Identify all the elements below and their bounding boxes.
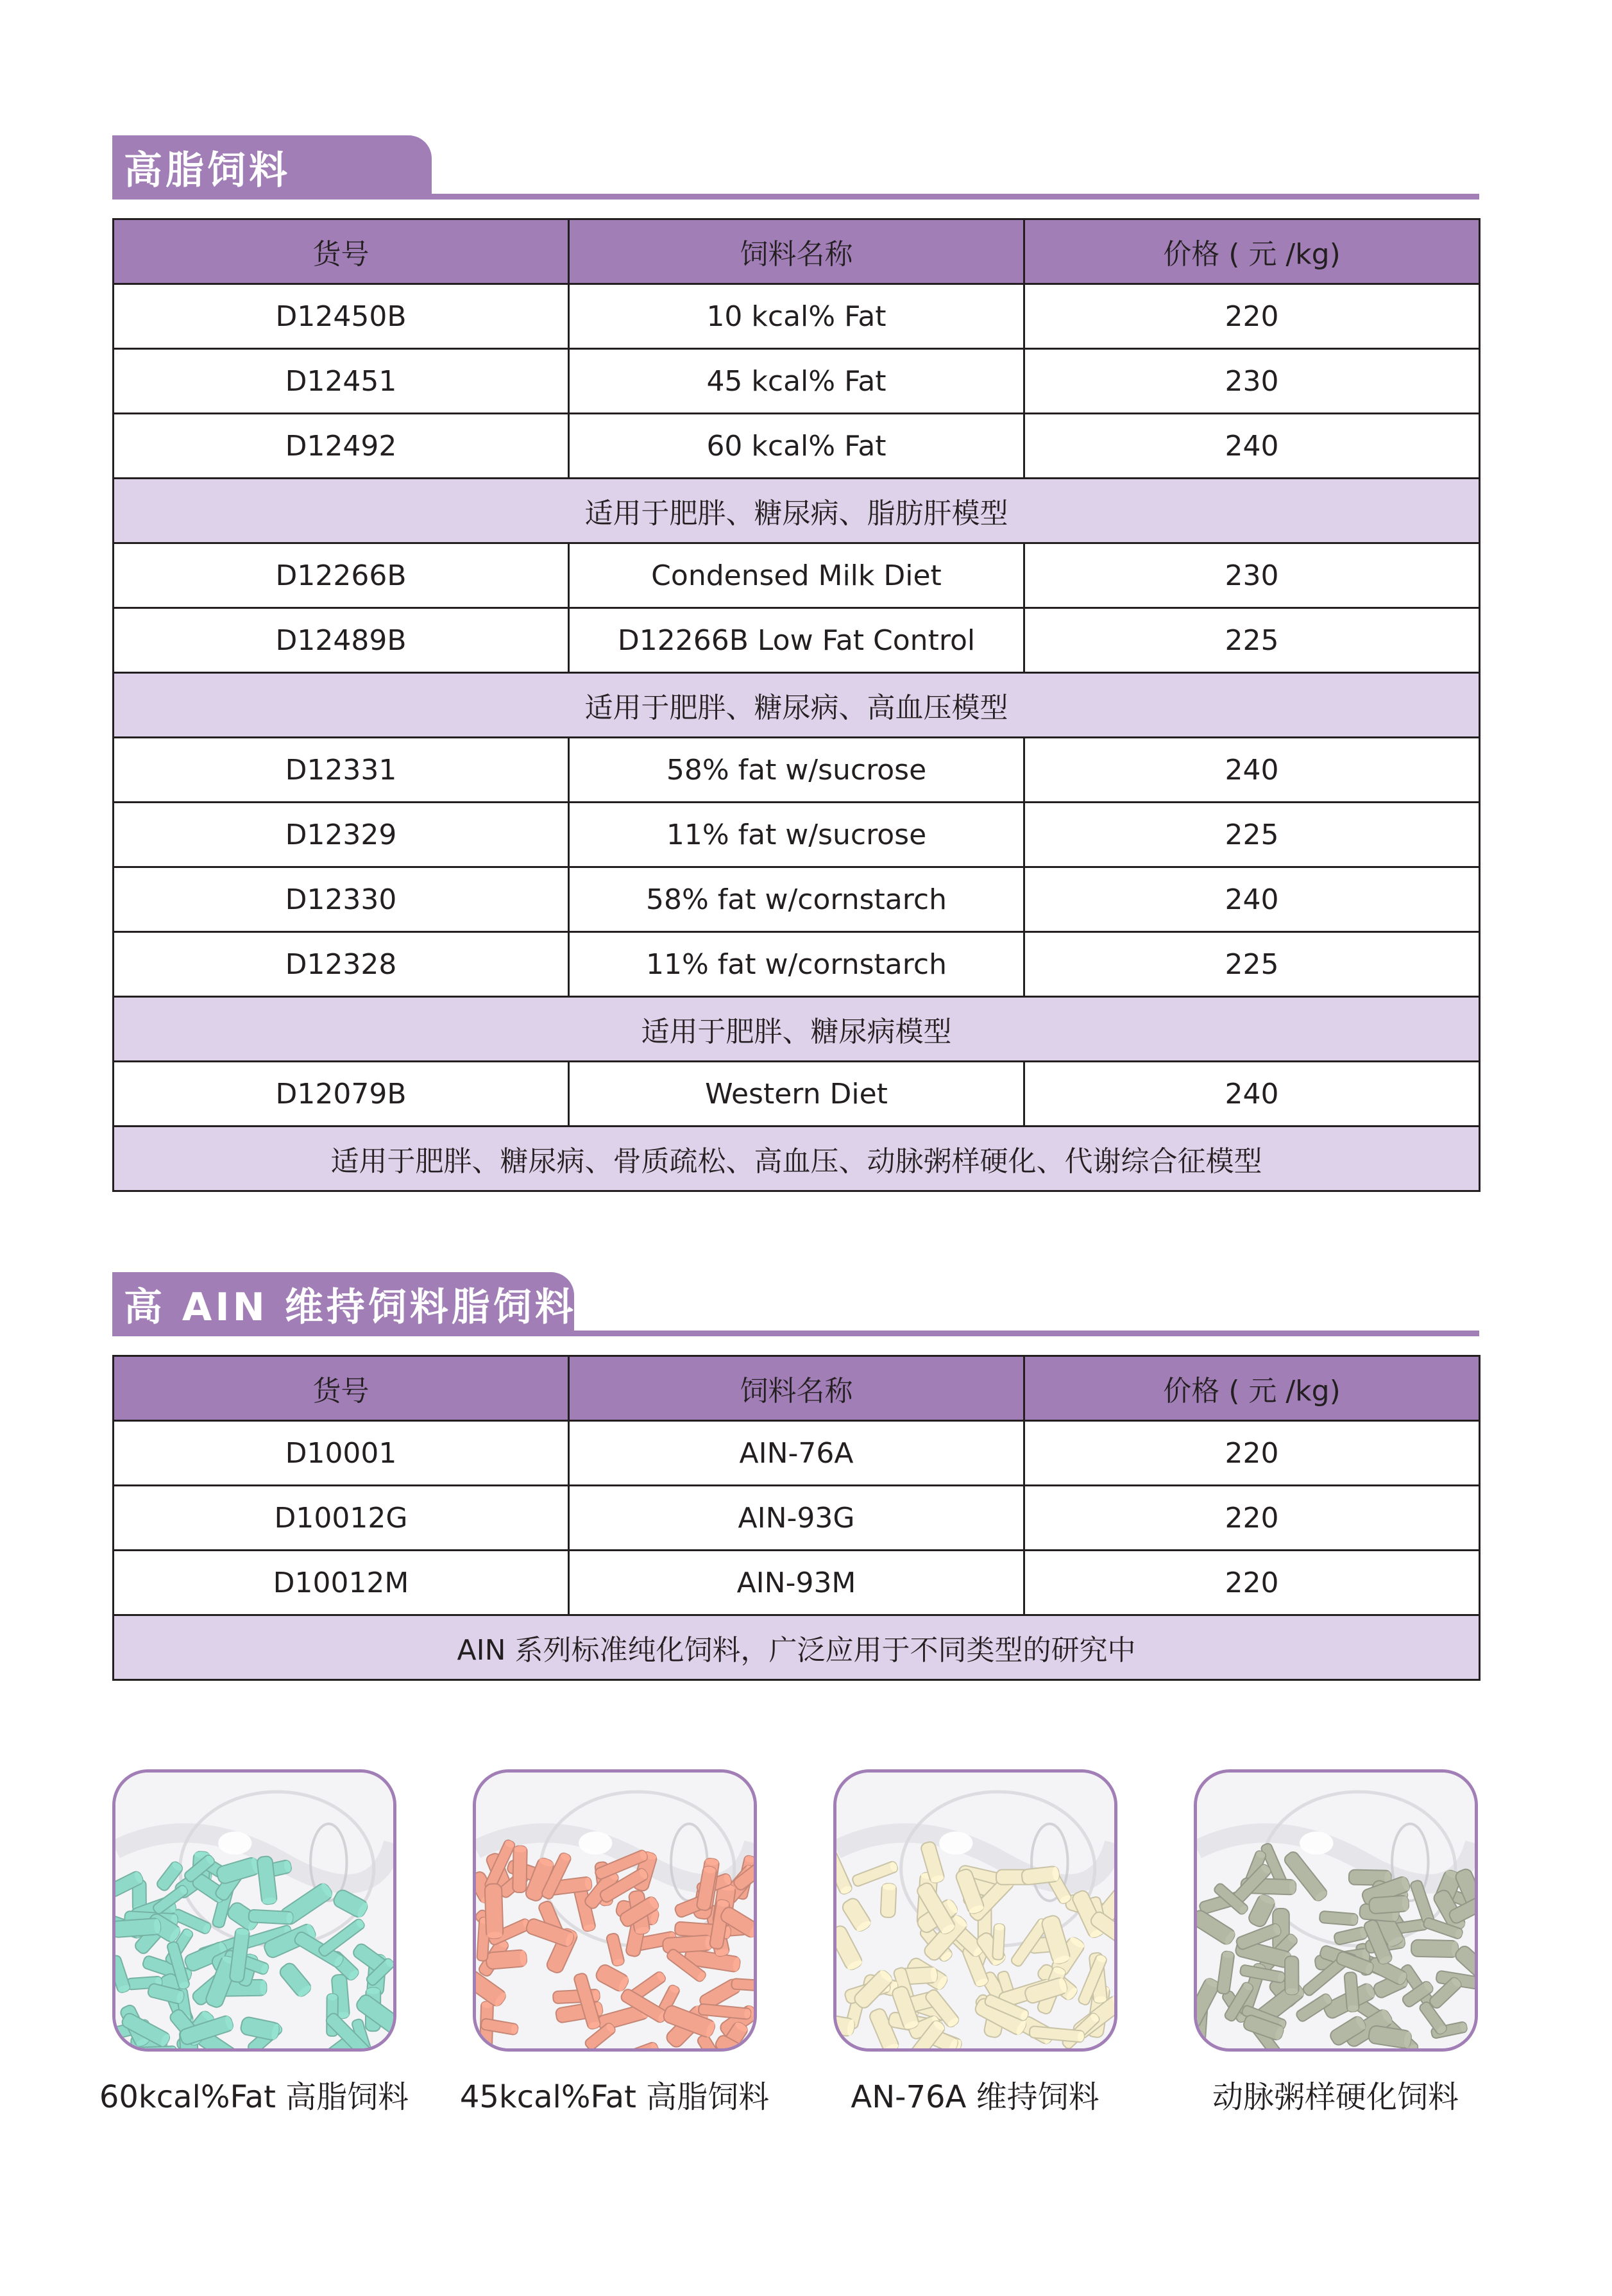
- glass-highlight: [939, 1832, 972, 1855]
- name-cell: 10 kcal% Fat: [569, 284, 1024, 349]
- photo-caption: 45kcal%Fat 高脂饲料: [459, 2079, 770, 2115]
- note-cell: 适用于肥胖、糖尿病、脂肪肝模型: [114, 479, 1480, 543]
- code-cell: D12328: [114, 932, 569, 997]
- table-header-row: [114, 1356, 1480, 1421]
- table-header-row: [114, 219, 1480, 284]
- table-row: [114, 932, 1480, 997]
- section-underline: [112, 194, 1479, 200]
- photo-caption: 动脉粥样硬化饲料: [1212, 2079, 1459, 2115]
- code-cell: D12450B: [114, 284, 569, 349]
- header-price: 价格 ( 元 /kg): [1024, 1356, 1480, 1421]
- pellet: [731, 1978, 754, 1992]
- pellet-image: [115, 1773, 393, 2048]
- note-cell: AIN 系列标准纯化饲料，广泛应用于不同类型的研究中: [114, 1615, 1480, 1680]
- code-cell: D12329: [114, 803, 569, 867]
- name-cell: Condensed Milk Diet: [569, 543, 1024, 608]
- pellet: [1285, 1956, 1299, 1994]
- name-cell: 11% fat w/cornstarch: [569, 932, 1024, 997]
- code-cell: D10012M: [114, 1551, 569, 1615]
- price-cell: 230: [1024, 543, 1480, 608]
- code-cell: D10001: [114, 1421, 569, 1486]
- price-cell: 230: [1024, 349, 1480, 414]
- price-cell: 240: [1024, 738, 1480, 803]
- photo-atherosclerosis-feed: [1194, 1769, 1478, 2052]
- pellet-image: [1197, 1773, 1475, 2048]
- name-cell: 58% fat w/sucrose: [569, 738, 1024, 803]
- price-cell: 240: [1024, 414, 1480, 479]
- name-cell: 60 kcal% Fat: [569, 414, 1024, 479]
- code-cell: D12079B: [114, 1062, 569, 1127]
- glass-highlight: [218, 1832, 251, 1855]
- header-code: 货号: [114, 1356, 569, 1421]
- pellet: [248, 1910, 293, 1925]
- header-name: 饲料名称: [569, 219, 1024, 284]
- photo-an76a-maintenance-feed: [833, 1769, 1117, 2052]
- section-header: [112, 1272, 1479, 1336]
- section-title: 高脂饲料: [124, 148, 291, 193]
- high-fat-feed-section: [112, 135, 1479, 1178]
- table-row: [114, 608, 1480, 673]
- pellet: [992, 1924, 1005, 1960]
- price-cell: 225: [1024, 932, 1480, 997]
- pellet: [1411, 1940, 1458, 1958]
- pellet: [1021, 1866, 1060, 1885]
- code-cell: D12331: [114, 738, 569, 803]
- table-note-row: [114, 1615, 1480, 1680]
- photo-45kcal-fat-feed: [473, 1769, 757, 2052]
- section-underline: [112, 1331, 1479, 1336]
- code-cell: D12266B: [114, 543, 569, 608]
- price-cell: 220: [1024, 1421, 1480, 1486]
- glass-highlight: [1300, 1832, 1333, 1855]
- pellet: [485, 1884, 504, 1939]
- price-cell: 220: [1024, 284, 1480, 349]
- name-cell: 45 kcal% Fat: [569, 349, 1024, 414]
- pellet: [1369, 1895, 1409, 1914]
- section-header: [112, 135, 1479, 200]
- section-title: 高 AIN 维持饲料脂饲料: [124, 1285, 577, 1330]
- table-row: [114, 1551, 1480, 1615]
- pellet: [115, 1918, 161, 1938]
- code-cell: D12330: [114, 867, 569, 932]
- pellet: [513, 1846, 527, 1892]
- name-cell: 11% fat w/sucrose: [569, 803, 1024, 867]
- note-cell: 适用于肥胖、糖尿病、骨质疏松、高血压、动脉粥样硬化、代谢综合征模型: [114, 1127, 1480, 1191]
- name-cell: AIN-76A: [569, 1421, 1024, 1486]
- note-cell: 适用于肥胖、糖尿病模型: [114, 997, 1480, 1062]
- ain-feed-table: [112, 1355, 1480, 1681]
- pellet: [1344, 1972, 1359, 2012]
- table-row: [114, 349, 1480, 414]
- table-row: [114, 1486, 1480, 1551]
- price-cell: 220: [1024, 1486, 1480, 1551]
- name-cell: D12266B Low Fat Control: [569, 608, 1024, 673]
- table-note-row: [114, 1127, 1480, 1191]
- price-cell: 240: [1024, 1062, 1480, 1127]
- photo-caption: AN-76A 维持饲料: [851, 2079, 1099, 2115]
- table-row: [114, 414, 1480, 479]
- table-note-row: [114, 479, 1480, 543]
- header-price: 价格 ( 元 /kg): [1024, 219, 1480, 284]
- code-cell: D10012G: [114, 1486, 569, 1551]
- name-cell: Western Diet: [569, 1062, 1024, 1127]
- table-note-row: [114, 997, 1480, 1062]
- section-title-tab: [112, 135, 432, 200]
- price-cell: 225: [1024, 803, 1480, 867]
- feed-photo-gallery: [112, 1769, 1479, 2039]
- glass-highlight: [579, 1832, 612, 1855]
- price-cell: 240: [1024, 867, 1480, 932]
- name-cell: AIN-93M: [569, 1551, 1024, 1615]
- photo-60kcal-fat-feed: [112, 1769, 396, 2052]
- pellet: [881, 1884, 897, 1918]
- name-cell: 58% fat w/cornstarch: [569, 867, 1024, 932]
- code-cell: D12489B: [114, 608, 569, 673]
- ain-maintenance-feed-section: [112, 1272, 1479, 1667]
- price-cell: 225: [1024, 608, 1480, 673]
- table-row: [114, 867, 1480, 932]
- code-cell: D12492: [114, 414, 569, 479]
- code-cell: D12451: [114, 349, 569, 414]
- table-row: [114, 1421, 1480, 1486]
- header-name: 饲料名称: [569, 1356, 1024, 1421]
- pellet-image: [836, 1773, 1114, 2048]
- photo-caption: 60kcal%Fat 高脂饲料: [99, 2079, 409, 2115]
- high-fat-feed-table: [112, 218, 1480, 1192]
- table-row: [114, 738, 1480, 803]
- table-row: [114, 803, 1480, 867]
- table-row: [114, 543, 1480, 608]
- name-cell: AIN-93G: [569, 1486, 1024, 1551]
- pellet-image: [476, 1773, 754, 2048]
- pellet: [486, 1950, 527, 1969]
- price-cell: 220: [1024, 1551, 1480, 1615]
- note-cell: 适用于肥胖、糖尿病、高血压模型: [114, 673, 1480, 738]
- table-row: [114, 284, 1480, 349]
- table-row: [114, 1062, 1480, 1127]
- pellet: [1319, 1911, 1358, 1926]
- header-code: 货号: [114, 219, 569, 284]
- table-note-row: [114, 673, 1480, 738]
- section-title-tab: [112, 1272, 577, 1336]
